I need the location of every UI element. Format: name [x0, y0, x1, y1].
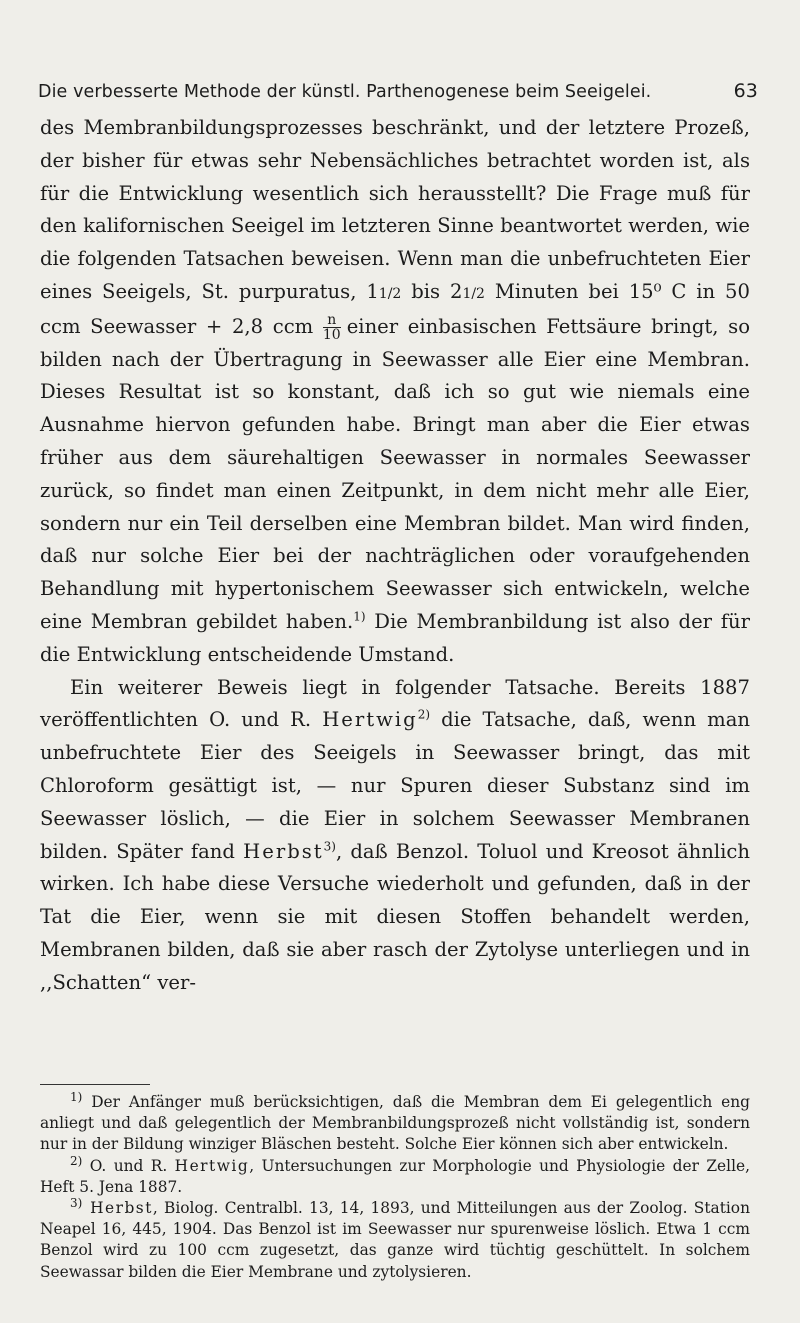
main-text [40, 112, 750, 1000]
footnote-mark: 3) [70, 1195, 83, 1210]
fraction-half: 1/2 [378, 285, 402, 302]
text-run: , daß Benzol. Toluol und Kreosot ähnlich wirken. Ich habe diese Versuche wiederholt und gefunden, daß in der Tat die Eier, wenn sie mit diesen Stoffen behandelt werden, Membranen bilden, daß sie aber rasch der Zytolyse unterliegen und in ,,Schatten“ ver- [40, 839, 750, 994]
author-name: Herbst [243, 839, 324, 863]
author-name: Hertwig [322, 708, 418, 732]
footnote-1 [40, 1089, 750, 1156]
running-header [38, 80, 758, 102]
footnote-3 [40, 1195, 750, 1283]
footnotes [40, 1089, 750, 1283]
text-run: Minuten bei 15⁰ C in 50 ccm Seewasser + 2,8 ccm [40, 279, 750, 338]
footnote-text: Der Anfänger muß berücksichtigen, daß die Membran dem Ei gelegentlich eng anliegt und daß gelegentlich der Membranbildungsprozeß nicht vollständig ist, sondern nur in der Bildung winziger Bläschen besteht. Solche Eier können sich aber entwickeln. [40, 1093, 750, 1154]
footnote-mark: 1) [70, 1089, 83, 1104]
text-run: des Membranbildungsprozesses beschränkt, und der letztere Prozeß, der bisher für etwas sehr Nebensächliches betrachtet worden ist, als für die Entwicklung wesentlich sich herausstellt? Die Frage muß für den kalifornischen Seeigel im letzteren Sinne beantwortet werden, wie die folgenden Tatsachen beweisen. Wenn man die unbefruchteten Eier eines Seeigels, St. purpuratus, 1 [40, 116, 750, 303]
footnote-mark: 2) [70, 1153, 83, 1168]
text-run: bis 2 [401, 279, 463, 303]
text-run: Die Membranbildung ist also der für die Entwicklung entscheidende Umstand. [40, 609, 750, 666]
paragraph-2 [40, 672, 750, 1000]
text-run: Ein weiterer Beweis liegt in folgender Tatsache. Bereits 1887 veröffentlichten O. und R. [40, 675, 750, 732]
footnote-ref-3: 3) [323, 839, 336, 853]
footnote-text: , Untersuchungen zur Morphologie und Physiologie der Zelle, Heft 5. Jena 1887. [40, 1156, 750, 1196]
footnote-ref-1: 1) [353, 609, 366, 624]
text-run: einer einbasischen Fettsäure bringt, so bilden nach der Übertragung in Seewasser alle Eier eine Membran. Dieses Resultat ist so konstant, daß ich so gut wie niemals eine Ausnahme hiervon gefunden habe. Bringt man aber die Eier etwas früher aus dem säurehaltigen Seewasser in normales Seewasser zurück, so findet man einen Zeitpunkt, in dem nicht mehr alle Eier, sondern nur ein Teil derselben eine Membran bildet. Man wird finden, daß nur solche Eier bei der nachträglichen oder voraufgehenden Behandlung mit hypertonischem Seewasser sich entwickeln, welche eine Membran gebildet haben. [40, 314, 750, 633]
paragraph-1 [40, 112, 750, 672]
footnote-text: , Biolog. Centralbl. 13, 14, 1893, und Mitteilungen aus der Zoolog. Station Neapel 16, 445, 1904. Das Benzol ist im Seewasser nur spurenweise löslich. Etwa 1 ccm Benzol wird zu 100 ccm zugesetzt, das ganze wird tüchtig geschüttelt. In solchem Seewassar bilden die Eier Membrane und zytolysieren. [40, 1199, 750, 1281]
author-name: Herbst [82, 1199, 153, 1218]
footnote-divider [40, 1084, 150, 1085]
fraction-denominator: 10 [322, 326, 341, 343]
fraction-half: 1/2 [462, 285, 485, 302]
footnote-text: O. und R. [82, 1156, 175, 1175]
page-number: 63 [733, 80, 758, 102]
footnote-2 [40, 1153, 750, 1198]
author-name: Hertwig [174, 1156, 250, 1175]
fraction-numerator: n [323, 313, 341, 328]
footnote-ref-2: 2) [417, 707, 431, 722]
fraction-n-over-10 [323, 313, 341, 342]
text-run: die Tatsache, daß, wenn man unbefruchtete Eier des Seeigels in Seewasser bringt, das mit Chloroform gesättigt ist, — nur Spuren dieser Substanz sind im Seewasser löslich, — die Eier in solchem Seewasser Membranen bilden. Später fand [40, 708, 750, 863]
running-title: Die verbesserte Methode der künstl. Parthenogenese beim Seeigelei. [38, 82, 652, 102]
